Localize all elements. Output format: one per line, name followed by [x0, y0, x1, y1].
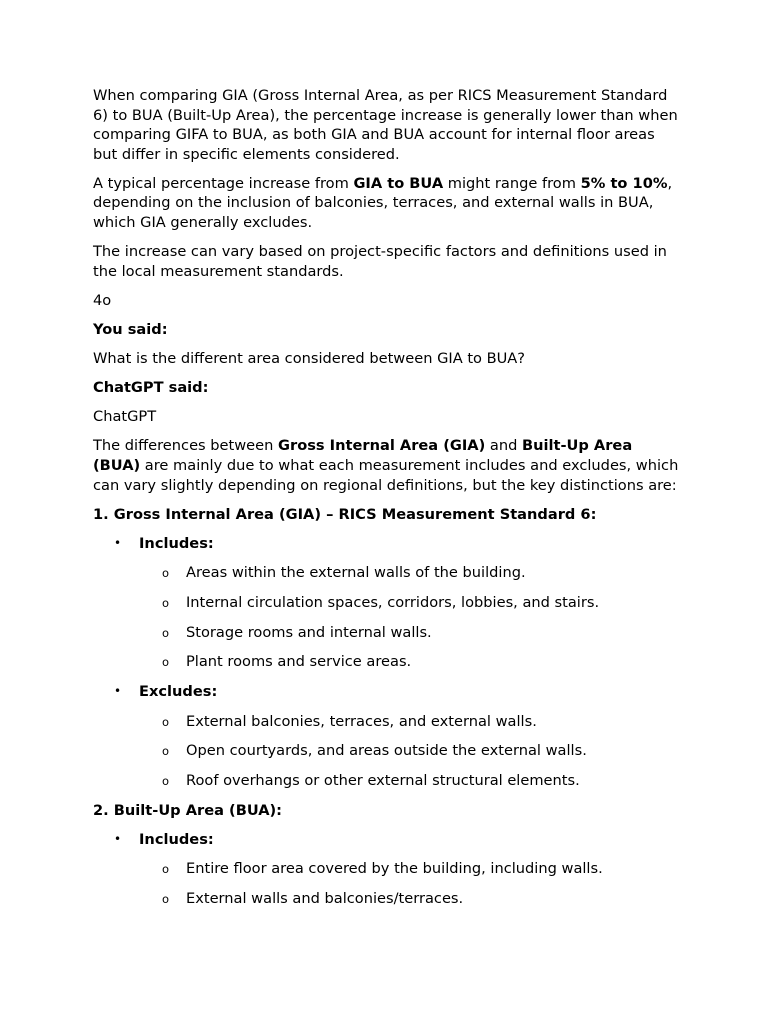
- list-item: [93, 593, 683, 613]
- document-page: [93, 86, 683, 919]
- sub-bullet-icon: o: [162, 714, 170, 729]
- list-item: [93, 771, 683, 791]
- list-item: [93, 623, 683, 643]
- sub-bullet-icon: o: [162, 862, 170, 877]
- list-item: [93, 682, 683, 702]
- group-label: Excludes:: [139, 683, 218, 701]
- bullet-icon: •: [114, 684, 122, 699]
- bold-run: 1. Gross Internal Area (GIA) – RICS Measurement Standard 6:: [93, 505, 597, 523]
- list-item: [93, 563, 683, 583]
- text-run: A typical percentage increase from: [93, 174, 354, 192]
- list-item-text: Plant rooms and service areas.: [186, 653, 412, 671]
- list-item-text: Areas within the external walls of the building.: [186, 564, 526, 582]
- list-item: [93, 741, 683, 761]
- bullet-icon: •: [114, 535, 122, 550]
- sub-bullet-icon: o: [162, 655, 170, 670]
- bold-run: Gross Internal Area (GIA): [278, 437, 486, 455]
- section-heading: [93, 505, 683, 525]
- list-item-text: Entire floor area covered by the building, including walls.: [186, 860, 603, 878]
- list-item-text: Storage rooms and internal walls.: [186, 623, 432, 641]
- chatgpt-name: ChatGPT: [93, 408, 157, 426]
- chatgpt-said-label: [93, 378, 683, 398]
- text-run: , depending on the inclusion of balconies, terraces, and external walls in BUA, which GIA generally excludes.: [93, 174, 673, 232]
- text-run: and: [485, 437, 522, 455]
- bold-run: 5% to 10%: [580, 174, 668, 192]
- list-item-text: Open courtyards, and areas outside the external walls.: [186, 742, 587, 760]
- list-item-text: Roof overhangs or other external structural elements.: [186, 772, 580, 790]
- intro-paragraph-3: The increase can vary based on project-specific factors and definitions used in the local measurement standards.: [93, 243, 667, 280]
- sub-bullet-icon: o: [162, 744, 170, 759]
- group-label: Includes:: [139, 534, 214, 552]
- list-item: [93, 712, 683, 732]
- model-tag: 4o: [93, 291, 112, 309]
- bold-run: Built-Up Area (BUA): [93, 437, 633, 474]
- text-run: are mainly due to what each measurement includes and excludes, which can vary slightly depending on regional definitions, but the key distinctions are:: [93, 456, 679, 494]
- sub-bullet-icon: o: [162, 774, 170, 789]
- list-item-text: Internal circulation spaces, corridors, lobbies, and stairs.: [186, 593, 600, 611]
- you-said-label: [93, 320, 683, 340]
- text-run: might range from: [443, 174, 581, 192]
- intro-paragraph-2: [93, 174, 683, 233]
- sub-bullet-icon: o: [162, 566, 170, 581]
- sub-bullet-icon: o: [162, 625, 170, 640]
- sub-bullet-icon: o: [162, 595, 170, 610]
- sub-bullet-icon: o: [162, 892, 170, 907]
- answer-intro: [93, 436, 683, 495]
- user-question: What is the different area considered between GIA to BUA?: [93, 350, 526, 368]
- list-item: [93, 534, 683, 554]
- bold-run: ChatGPT said:: [93, 379, 209, 397]
- section-heading: [93, 801, 683, 821]
- text-run: The differences between: [93, 437, 279, 455]
- bold-run: 2. Built-Up Area (BUA):: [93, 801, 283, 819]
- list-item-text: External walls and balconies/terraces.: [186, 890, 464, 908]
- list-item: [93, 889, 683, 909]
- list-item-text: External balconies, terraces, and external walls.: [186, 712, 537, 730]
- intro-paragraph-1: When comparing GIA (Gross Internal Area, as per RICS Measurement Standard 6) to BUA (Built-Up Area), the percentage increase is generally lower than when comparing GIFA to BUA, as both GIA and BUA account for internal floor areas but differ in specific elements considered.: [93, 87, 678, 163]
- group-label: Includes:: [139, 831, 214, 849]
- list-item: [93, 652, 683, 672]
- bullet-icon: •: [114, 832, 122, 847]
- bold-run: GIA to BUA: [353, 174, 444, 192]
- list-item: [93, 830, 683, 850]
- bold-run: You said:: [93, 320, 168, 338]
- list-item: [93, 859, 683, 879]
